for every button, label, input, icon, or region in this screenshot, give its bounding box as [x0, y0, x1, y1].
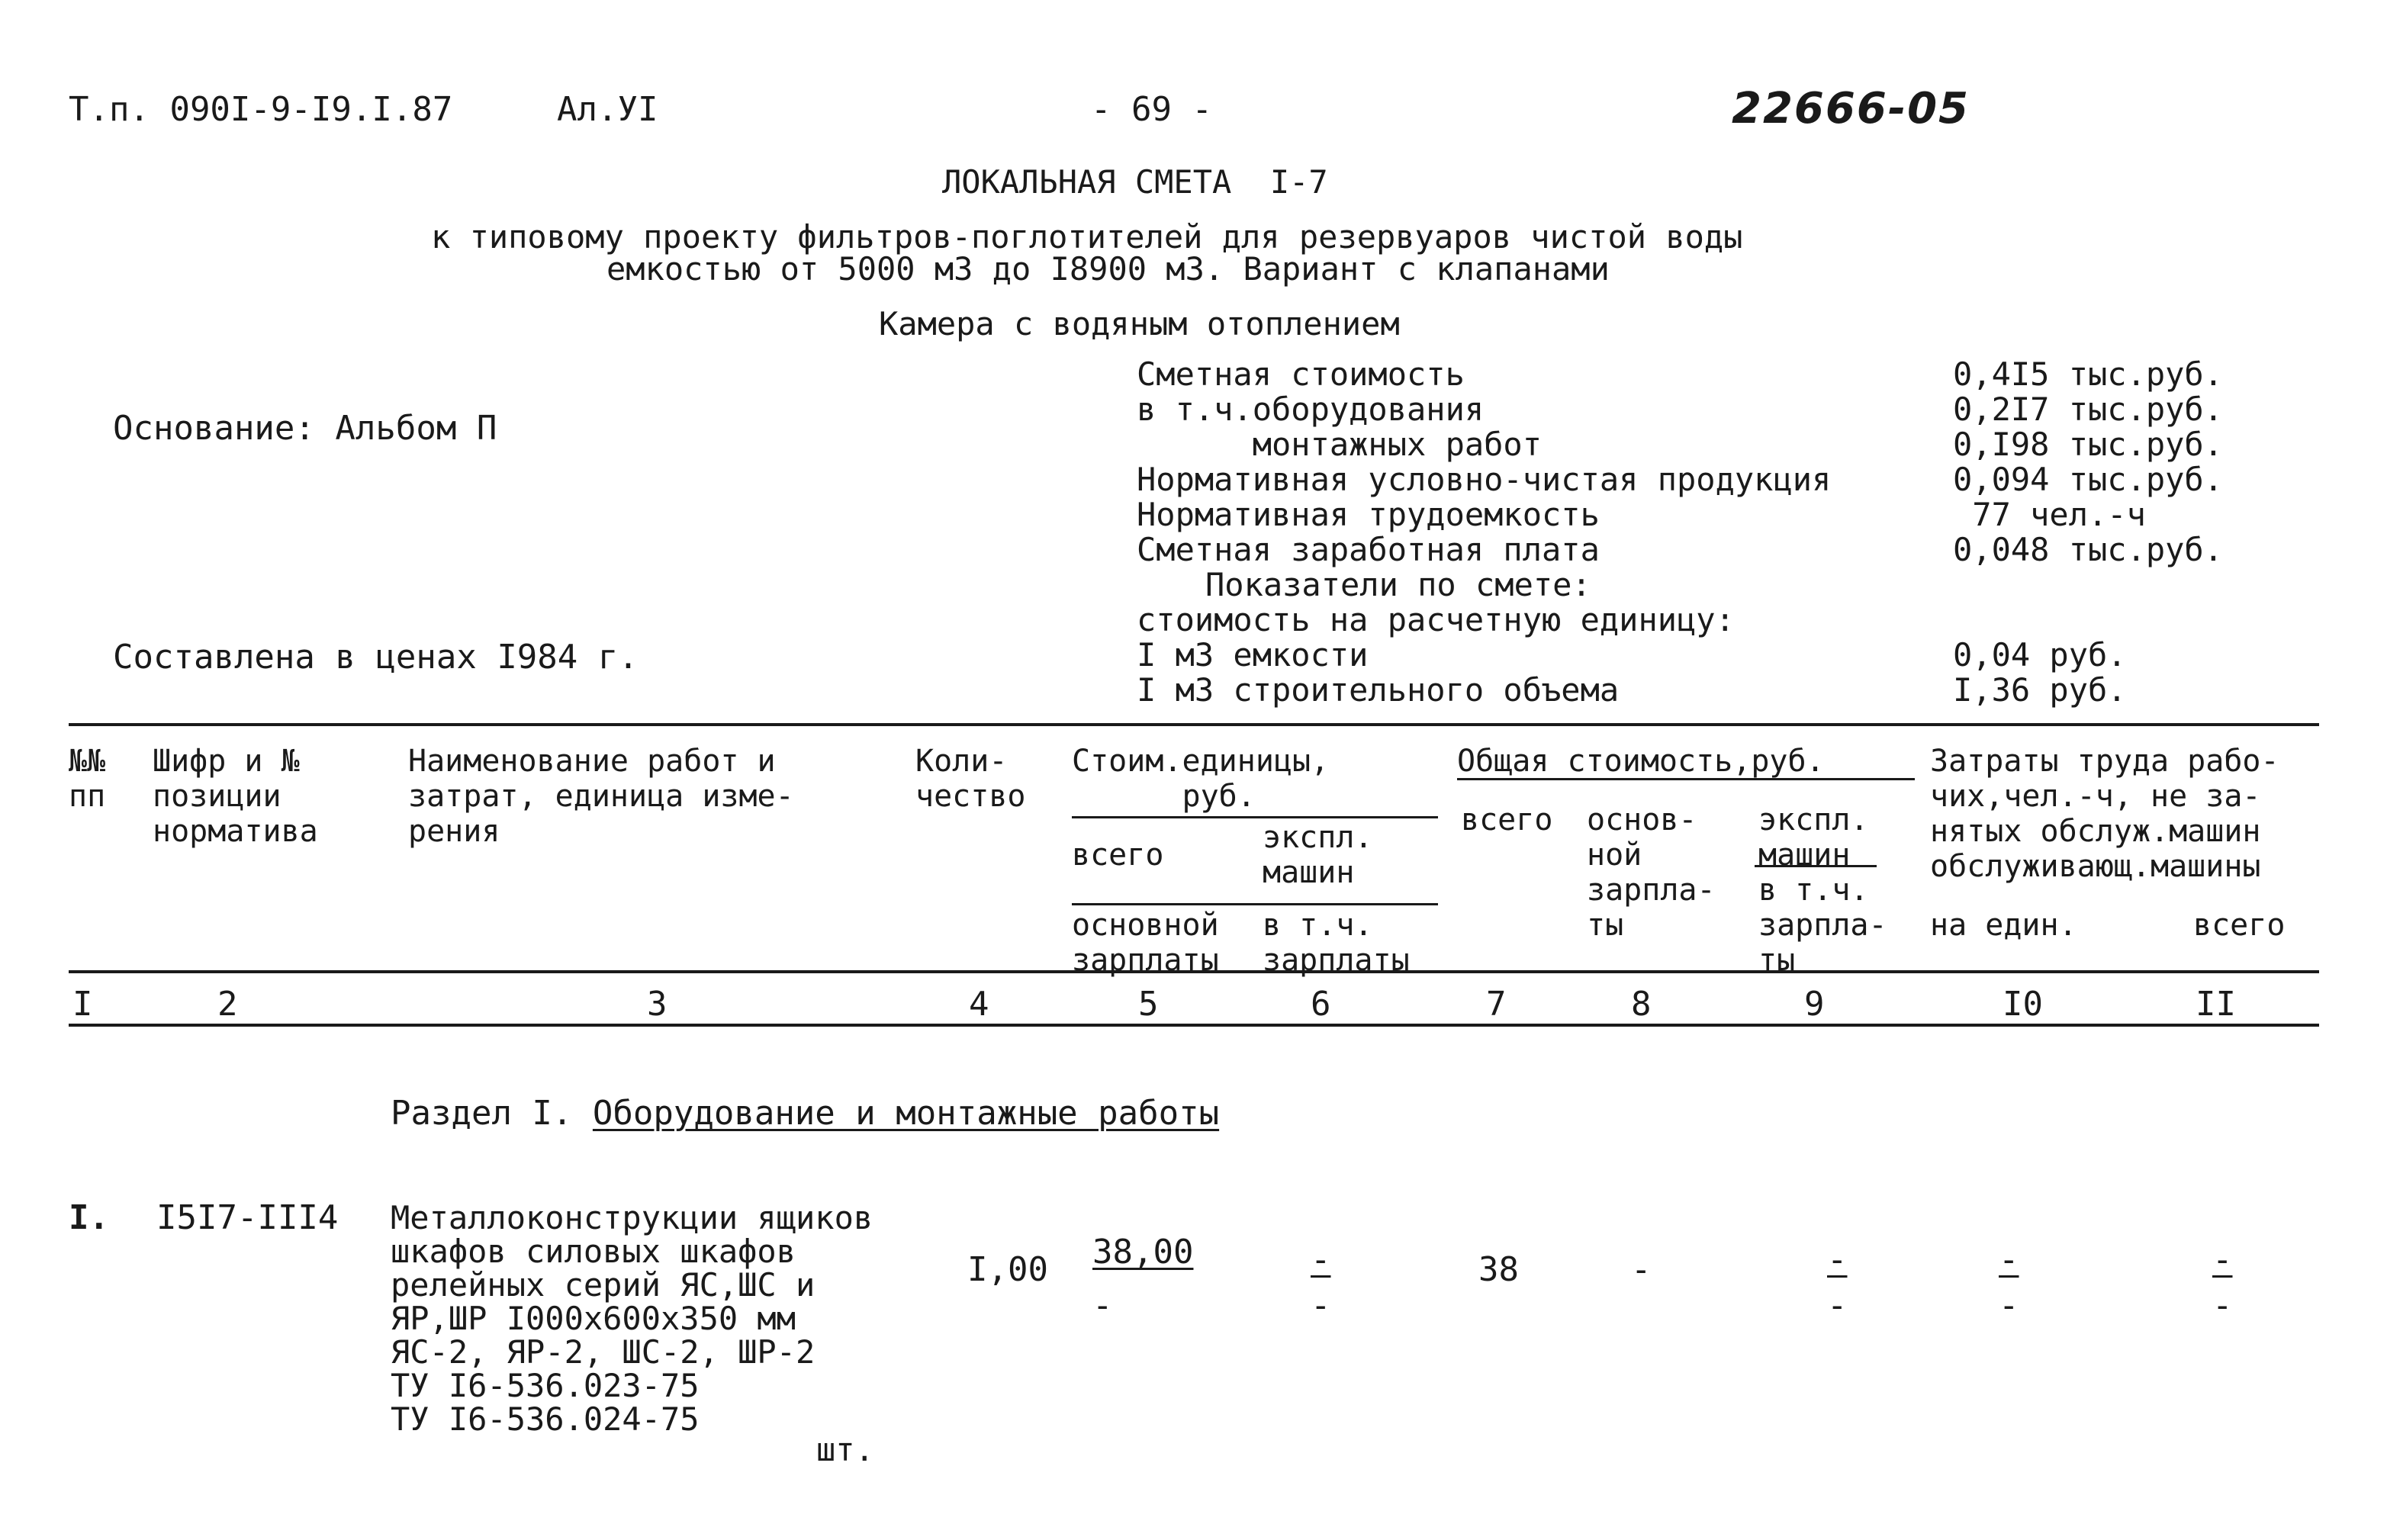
col-header-code: Шифр и № позиции норматива — [153, 744, 318, 849]
col-header-unit-mach: экспл. машин — [1263, 820, 1373, 890]
column-number: 6 — [1311, 985, 1331, 1024]
column-number: I0 — [2003, 985, 2043, 1024]
col-header-labor-unit: на един. — [1930, 908, 2077, 943]
col-header-unit-mach-wage: в т.ч. зарплаты — [1263, 908, 1410, 978]
summary-label: Сметная заработная плата — [1137, 531, 1600, 568]
summary-value: 77 чел.-ч — [1953, 496, 2146, 533]
row-name: Металлоконструкции ящиков шкафов силовых шкафов релейных серий ЯС,ШС и ЯР,ШР I000х600х350 мм ЯС-2, ЯР-2, ШС-2, ШР-2 ТУ I6-536.023-75 ТУ I6-536.024-75 — [391, 1199, 873, 1438]
document-title: ЛОКАЛЬНАЯ СМЕТА I-7 — [942, 163, 1328, 201]
indicator-label: I м3 строительного объема — [1137, 671, 1620, 709]
row-labor-total: - — [2212, 1240, 2233, 1279]
title-line-3: Камера с водяным отоплением — [879, 305, 1400, 342]
col-header-labor: Затраты труда рабо- чих,чел.-ч, не за- нятых обслуж.машин обслуживающ.машины — [1930, 744, 2279, 884]
tp-number: Т.п. 090I-9-I9.I.87 — [69, 90, 453, 129]
summary-value: 0,048 тыс.руб. — [1953, 531, 2224, 568]
row-total-base-wage: - — [1631, 1250, 1652, 1289]
col-header-unit-total: всего — [1072, 838, 1164, 873]
row-code: I5I7-III4 — [156, 1198, 339, 1237]
summary-label: в т.ч.оборудования — [1137, 391, 1485, 428]
col-header-name: Наименование работ и затрат, единица изме- рения — [408, 744, 794, 849]
col-header-mach: экспл. машин в т.ч. зарпла- ты — [1758, 802, 1887, 978]
row-unit-cost-mach-wage: - — [1311, 1286, 1331, 1325]
col-header-num: №№ пп — [69, 744, 106, 814]
row-total-cost: 38 — [1478, 1250, 1519, 1289]
summary-value: 0,I98 тыс.руб. — [1953, 426, 2224, 463]
row-total-mach-wage: - — [1827, 1286, 1848, 1325]
title-line-2: емкостью от 5000 м3 до I8900 м3. Вариант с клапанами — [606, 250, 1610, 288]
column-number: 4 — [969, 985, 989, 1024]
column-number: 3 — [647, 985, 668, 1024]
album-label: Ал.УI — [557, 90, 658, 129]
column-number: 9 — [1804, 985, 1825, 1024]
row-unit-cost-total: 38,00 — [1092, 1233, 1194, 1272]
col-header-base-wage: основ- ной зарпла- ты — [1587, 802, 1716, 943]
table-top-rule — [69, 723, 2319, 726]
column-number: 2 — [217, 985, 238, 1024]
summary-label: монтажных работ — [1137, 426, 1543, 463]
column-number: I — [72, 985, 93, 1024]
col-header-total: всего — [1461, 802, 1553, 838]
row-unit: шт. — [816, 1431, 874, 1468]
row-unit-cost-mach: - — [1311, 1240, 1331, 1279]
indicators-heading: Показатели по смете: — [1205, 566, 1591, 603]
section-prefix: Раздел I. — [391, 1094, 593, 1133]
page-number: - 69 - — [1091, 90, 1212, 129]
column-number: 7 — [1486, 985, 1507, 1024]
col-header-unit-base-wage: основной зарплаты — [1072, 908, 1219, 978]
indicator-label: I м3 емкости — [1137, 636, 1369, 674]
row-labor-total-sub: - — [2212, 1286, 2233, 1325]
col-header-unit-cost: Стоим.единицы, руб. — [1072, 744, 1330, 814]
row-number: I. — [69, 1198, 109, 1237]
summary-label: Нормативная трудоемкость — [1137, 496, 1600, 533]
summary-value: 0,094 тыс.руб. — [1953, 461, 2224, 498]
table-numbers-rule — [69, 1024, 2319, 1027]
col-header-labor-total: всего — [2193, 908, 2286, 943]
row-qty: I,00 — [967, 1250, 1048, 1289]
row-labor-unit: - — [1999, 1240, 2019, 1279]
column-number: 8 — [1631, 985, 1652, 1024]
title-line-1: к типовому проекту фильтров-поглотителей для резервуаров чистой воды — [431, 218, 1743, 256]
prices-year: Составлена в ценах I984 г. — [113, 638, 639, 677]
indicators-sub: стоимость на расчетную единицу: — [1137, 601, 1735, 638]
cost-unit-rule — [1072, 816, 1438, 818]
handwritten-code: 22666-05 — [1732, 84, 1970, 133]
col-header-total-cost: Общая стоимость,руб. — [1457, 744, 1825, 779]
indicator-value: 0,04 руб. — [1953, 636, 2127, 674]
summary-value: 0,2I7 тыс.руб. — [1953, 391, 2224, 428]
cost-unit-mid-rule — [1072, 903, 1438, 905]
row-labor-unit-sub: - — [1999, 1286, 2019, 1325]
column-number: II — [2196, 985, 2236, 1024]
column-number: 5 — [1138, 985, 1159, 1024]
indicator-value: I,36 руб. — [1953, 671, 2127, 709]
section-title: Оборудование и монтажные работы — [592, 1094, 1220, 1133]
summary-label: Нормативная условно-чистая продукция — [1137, 461, 1832, 498]
summary-value: 0,4I5 тыс.руб. — [1953, 355, 2224, 393]
col-header-qty: Коли- чество — [915, 744, 1026, 814]
row-unit-cost-base-wage: - — [1092, 1286, 1113, 1325]
basis-album: Основание: Альбом П — [113, 409, 497, 448]
summary-label: Сметная стоимость — [1137, 355, 1465, 393]
section-heading — [391, 1094, 1220, 1133]
row-total-mach: - — [1827, 1240, 1848, 1279]
